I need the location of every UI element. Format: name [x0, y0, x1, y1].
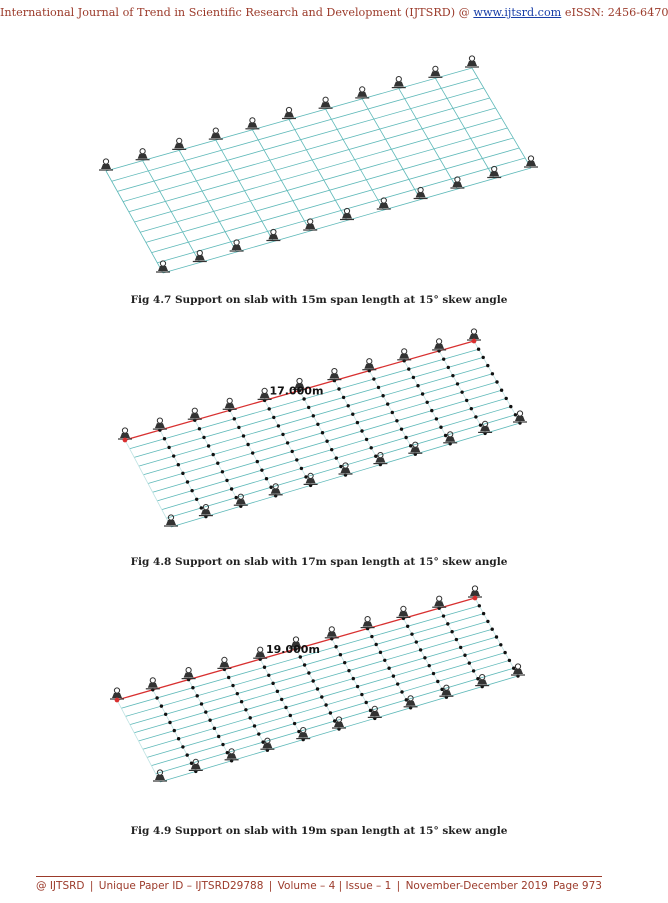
header-text: International Journal of Trend in Scientific Research and Development (IJTSRD) @: [0, 6, 474, 19]
node-dot: [423, 656, 426, 659]
footer-separator: |: [268, 880, 273, 892]
node-dot: [407, 367, 410, 370]
node-dot: [465, 399, 468, 402]
footer-paper-id: Unique Paper ID – IJTSRD29788: [98, 880, 264, 892]
node-dot: [439, 426, 442, 429]
node-dot: [365, 701, 368, 704]
node-dot: [263, 666, 266, 669]
node-dot: [482, 612, 485, 615]
node-dot: [503, 651, 506, 654]
node-dot: [249, 716, 252, 719]
support-symbol-icon: [396, 606, 410, 617]
node-dot: [365, 438, 368, 441]
support-symbol-icon: [245, 118, 259, 129]
node-dot: [277, 424, 280, 427]
node-dot: [244, 708, 247, 711]
node-dot: [293, 722, 296, 725]
node-dot: [387, 667, 390, 670]
node-dot: [235, 496, 238, 499]
node-dot: [237, 426, 240, 429]
support-symbol-icon: [209, 128, 223, 139]
support-symbol-icon: [304, 473, 318, 484]
support-symbol-icon: [153, 418, 167, 429]
support-symbol-icon: [199, 505, 213, 516]
dimension-end-marker: [472, 339, 477, 344]
node-dot: [374, 455, 377, 458]
node-dot: [216, 462, 219, 465]
node-dot: [351, 413, 354, 416]
node-dot: [181, 472, 184, 475]
node-dot: [455, 638, 458, 641]
node-dot: [356, 421, 359, 424]
node-dot: [280, 698, 283, 701]
node-dot: [460, 390, 463, 393]
node-dot: [333, 719, 336, 722]
support-symbol-icon: [282, 107, 296, 118]
footer-volume: Volume – 4 | Issue – 1: [277, 880, 392, 892]
support-symbol-icon: [468, 586, 482, 597]
node-dot: [412, 376, 415, 379]
node-dot: [342, 396, 345, 399]
node-dot: [428, 664, 431, 667]
node-dot: [163, 437, 166, 440]
support-symbol-icon: [182, 668, 196, 679]
node-dot: [257, 732, 260, 735]
node-dot: [379, 651, 382, 654]
node-dot: [383, 659, 386, 662]
node-dot: [202, 436, 205, 439]
node-dot: [196, 694, 199, 697]
dimension-end-marker: [123, 438, 128, 443]
node-dot: [386, 402, 389, 405]
node-dot: [486, 620, 489, 623]
support-symbol-icon: [392, 77, 406, 88]
figure-4-7: [0, 40, 638, 280]
node-dot: [409, 444, 412, 447]
node-dot: [300, 467, 303, 470]
node-dot: [167, 446, 170, 449]
node-dot: [155, 696, 158, 699]
node-dot: [491, 372, 494, 375]
node-dot: [261, 740, 264, 743]
support-symbol-icon: [217, 657, 231, 668]
support-symbol-icon: [146, 678, 160, 689]
node-dot: [225, 479, 228, 482]
node-dot: [377, 386, 380, 389]
node-dot: [405, 698, 408, 701]
node-dot: [456, 382, 459, 385]
node-dot: [432, 672, 435, 675]
slab-diagram-17m: [0, 325, 638, 530]
node-dot: [233, 417, 236, 420]
node-dot: [499, 643, 502, 646]
node-dot: [447, 366, 450, 369]
node-dot: [307, 406, 310, 409]
node-dot: [316, 687, 319, 690]
node-dot: [406, 625, 409, 628]
support-symbol-icon: [118, 428, 132, 439]
node-dot: [324, 703, 327, 706]
support-symbol-icon: [99, 159, 113, 170]
node-dot: [495, 635, 498, 638]
node-dot: [213, 727, 216, 730]
node-dot: [190, 489, 193, 492]
node-dot: [307, 671, 310, 674]
support-symbol-icon: [153, 770, 167, 781]
node-dot: [514, 413, 517, 416]
node-dot: [284, 706, 287, 709]
node-dot: [352, 677, 355, 680]
support-symbol-icon: [234, 494, 248, 505]
node-dot: [360, 693, 363, 696]
node-dot: [297, 730, 300, 733]
footer-separator: |: [396, 880, 401, 892]
node-dot: [430, 409, 433, 412]
node-dot: [347, 404, 350, 407]
node-dot: [240, 700, 243, 703]
support-symbol-icon: [443, 432, 457, 443]
support-symbol-icon: [172, 138, 186, 149]
node-dot: [491, 628, 494, 631]
footer-divider: [36, 876, 602, 877]
node-dot: [231, 684, 234, 687]
node-dot: [335, 456, 338, 459]
node-dot: [186, 480, 189, 483]
node-dot: [339, 465, 342, 468]
support-symbol-icon: [355, 87, 369, 98]
node-dot: [446, 622, 449, 625]
node-dot: [370, 635, 373, 638]
node-dot: [369, 709, 372, 712]
node-dot: [236, 692, 239, 695]
support-symbol-icon: [524, 156, 538, 167]
node-dot: [312, 679, 315, 682]
node-dot: [396, 682, 399, 685]
node-dot: [442, 357, 445, 360]
node-dot: [474, 415, 477, 418]
support-symbol-icon: [269, 484, 283, 495]
support-symbol-icon: [478, 421, 492, 432]
node-dot: [190, 762, 193, 765]
node-dot: [295, 458, 298, 461]
node-dot: [217, 735, 220, 738]
node-dot: [479, 423, 482, 426]
node-dot: [400, 427, 403, 430]
node-dot: [416, 384, 419, 387]
node-dot: [472, 669, 475, 672]
header-issn: eISSN: 2456-6470: [561, 6, 668, 19]
node-dot: [375, 643, 378, 646]
node-dot: [463, 654, 466, 657]
support-symbol-icon: [408, 442, 422, 453]
node-dot: [500, 389, 503, 392]
figure-caption: Fig 4.9 Support on slab with 19m span length at 15° skew angle: [130, 825, 508, 837]
node-dot: [330, 448, 333, 451]
node-dot: [410, 632, 413, 635]
node-dot: [246, 443, 249, 446]
support-symbol-icon: [397, 349, 411, 360]
node-dot: [415, 640, 418, 643]
node-dot: [173, 729, 176, 732]
node-dot: [186, 753, 189, 756]
footer-page: Page 973: [553, 880, 602, 892]
node-dot: [286, 441, 289, 444]
node-dot: [477, 348, 480, 351]
node-dot: [451, 374, 454, 377]
node-dot: [181, 745, 184, 748]
running-header: [0, 6, 668, 19]
node-dot: [177, 463, 180, 466]
node-dot: [509, 405, 512, 408]
node-dot: [269, 486, 272, 489]
node-dot: [267, 674, 270, 677]
support-symbol-icon: [319, 97, 333, 108]
support-symbol-icon: [465, 56, 479, 67]
node-dot: [419, 648, 422, 651]
node-dot: [329, 711, 332, 714]
node-dot: [172, 454, 175, 457]
node-dot: [191, 686, 194, 689]
node-dot: [256, 460, 259, 463]
node-dot: [177, 737, 180, 740]
node-dot: [289, 714, 292, 717]
node-dot: [356, 685, 359, 688]
node-dot: [404, 436, 407, 439]
support-symbol-icon: [467, 329, 481, 340]
node-dot: [325, 440, 328, 443]
node-dot: [221, 470, 224, 473]
node-dot: [321, 431, 324, 434]
support-symbol-icon: [110, 688, 124, 699]
support-symbol-icon: [327, 369, 341, 380]
node-dot: [304, 475, 307, 478]
footer-separator: |: [89, 880, 94, 892]
node-dot: [421, 392, 424, 395]
node-dot: [459, 646, 462, 649]
node-dot: [265, 477, 268, 480]
node-dot: [482, 356, 485, 359]
node-dot: [260, 468, 263, 471]
support-symbol-icon: [189, 759, 203, 770]
node-dot: [291, 450, 294, 453]
running-footer: [36, 880, 602, 892]
node-dot: [478, 604, 481, 607]
support-symbol-icon: [136, 149, 150, 160]
node-dot: [316, 423, 319, 426]
node-dot: [268, 407, 271, 410]
node-dot: [468, 661, 471, 664]
node-dot: [281, 433, 284, 436]
node-dot: [436, 680, 439, 683]
support-symbol-icon: [339, 463, 353, 474]
node-dot: [208, 719, 211, 722]
node-dot: [508, 659, 511, 662]
node-dot: [200, 506, 203, 509]
node-dot: [334, 645, 337, 648]
node-dot: [168, 721, 171, 724]
node-dot: [400, 690, 403, 693]
node-dot: [486, 364, 489, 367]
dimension-end-marker: [473, 596, 478, 601]
figure-caption: Fig 4.8 Support on slab with 17m span length at 15° skew angle: [130, 556, 508, 568]
node-dot: [347, 669, 350, 672]
node-dot: [343, 661, 346, 664]
node-dot: [195, 498, 198, 501]
node-dot: [450, 630, 453, 633]
support-symbol-icon: [428, 66, 442, 77]
node-dot: [312, 414, 315, 417]
node-dot: [505, 397, 508, 400]
support-symbol-icon: [325, 627, 339, 638]
node-dot: [444, 434, 447, 437]
figure-4-8: [0, 325, 638, 530]
node-dot: [253, 724, 256, 727]
node-dot: [426, 401, 429, 404]
node-dot: [226, 751, 229, 754]
node-dot: [164, 713, 167, 716]
node-dot: [303, 663, 306, 666]
node-dot: [160, 704, 163, 707]
footer-journal: @ IJTSRD: [36, 880, 85, 892]
node-dot: [251, 451, 254, 454]
node-dot: [370, 446, 373, 449]
figure-caption: Fig 4.7 Support on slab with 15m span length at 15° skew angle: [130, 294, 508, 306]
node-dot: [207, 444, 210, 447]
node-dot: [200, 702, 203, 705]
node-dot: [230, 487, 233, 490]
node-dot: [272, 416, 275, 419]
node-dot: [337, 387, 340, 390]
span-dimension-label: 17.000m: [269, 384, 324, 398]
support-symbol-icon: [362, 359, 376, 370]
node-dot: [271, 682, 274, 685]
support-symbol-icon: [223, 398, 237, 409]
support-symbol-icon: [432, 596, 446, 607]
node-dot: [392, 674, 395, 677]
node-dot: [372, 377, 375, 380]
node-dot: [442, 614, 445, 617]
node-dot: [276, 690, 279, 693]
figure-4-9: [0, 590, 638, 800]
node-dot: [391, 411, 394, 414]
node-dot: [381, 394, 384, 397]
node-dot: [395, 419, 398, 422]
header-website-link[interactable]: www.ijtsrd.com: [473, 6, 562, 19]
support-symbol-icon: [188, 408, 202, 419]
node-dot: [242, 434, 245, 437]
node-dot: [204, 710, 207, 713]
node-dot: [339, 653, 342, 656]
node-dot: [320, 695, 323, 698]
node-dot: [302, 397, 305, 400]
node-dot: [212, 453, 215, 456]
footer-date: November-December 2019: [405, 880, 548, 892]
node-dot: [227, 676, 230, 679]
slab-diagram-15m: [0, 40, 638, 280]
node-dot: [221, 743, 224, 746]
node-dot: [470, 407, 473, 410]
span-dimension-label: 19.000m: [266, 643, 320, 656]
node-dot: [495, 380, 498, 383]
node-dot: [360, 429, 363, 432]
slab-diagram-19m: [0, 590, 638, 800]
support-symbol-icon: [432, 339, 446, 350]
node-dot: [435, 417, 438, 420]
dimension-end-marker: [115, 698, 120, 703]
support-symbol-icon: [373, 453, 387, 464]
support-symbol-icon: [361, 617, 375, 628]
node-dot: [198, 427, 201, 430]
